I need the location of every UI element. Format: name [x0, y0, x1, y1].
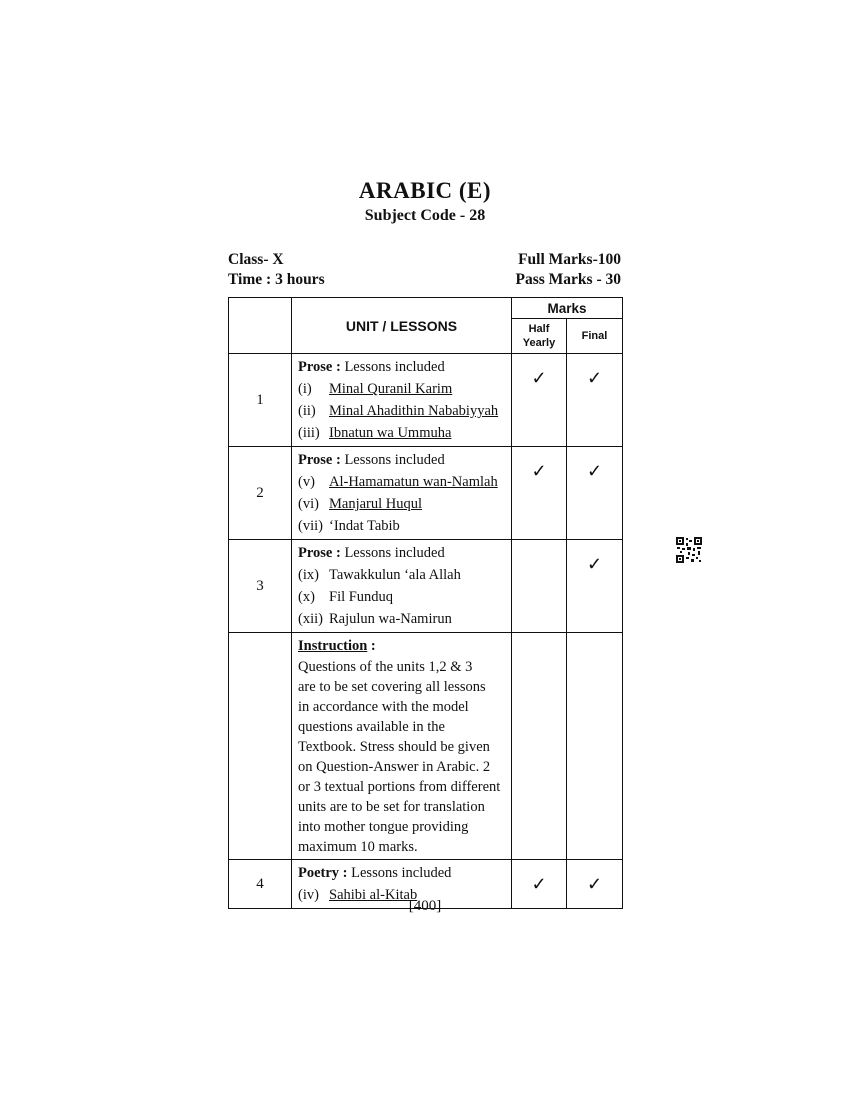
subject-code: Subject Code - 28 [364, 207, 486, 224]
instruction-final-cell [567, 633, 623, 860]
lesson-roman: (xii) [298, 611, 323, 627]
instruction-line: Textbook. Stress should be given [298, 739, 490, 755]
header-unit-lessons: UNIT / LESSONS [292, 298, 512, 354]
instruction-row [229, 633, 623, 860]
lesson-roman: (vi) [298, 496, 319, 512]
qr-code-icon [676, 537, 702, 563]
half-yearly-empty-cell [512, 540, 567, 633]
time-label: Time : 3 hours [228, 271, 325, 288]
lesson-item [298, 608, 511, 630]
lesson-roman: (ix) [298, 567, 319, 583]
instruction-line: or 3 textual portions from different [298, 779, 501, 795]
unit-heading-rest: Lessons included [340, 545, 445, 561]
lesson-roman: (x) [298, 589, 315, 605]
table-row [229, 447, 623, 540]
header-half-text: Half [528, 323, 550, 335]
instruction-line: into mother tongue providing [298, 819, 469, 835]
instruction-line: are to be set covering all lessons [298, 679, 486, 695]
lesson-item [298, 515, 511, 537]
half-yearly-check-icon: ✓ [512, 354, 567, 447]
class-label: Class- X [228, 251, 284, 268]
unit-heading-rest: Lessons included [347, 865, 452, 881]
lesson-roman: (vii) [298, 518, 323, 534]
lesson-roman: (iii) [298, 425, 320, 441]
unit-number: 2 [229, 447, 292, 540]
header-final: Final [567, 319, 623, 354]
half-yearly-check-icon: ✓ [512, 447, 567, 540]
unit-lessons [292, 354, 512, 447]
final-check-icon: ✓ [567, 860, 623, 909]
header-yearly-text: Yearly [522, 337, 556, 349]
unit-heading [298, 862, 511, 884]
lesson-item [298, 564, 511, 586]
lesson-name: Rajulun wa-Namirun [329, 611, 452, 627]
lesson-roman: (ii) [298, 403, 316, 419]
lesson-name: Minal Ahadithin Nababiyyah [329, 403, 499, 419]
lesson-roman: (v) [298, 474, 315, 490]
lesson-name: Tawakkulun ‘ala Allah [329, 567, 461, 583]
header-half-yearly [512, 319, 567, 354]
instruction-half-cell [512, 633, 567, 860]
instruction-line: Questions of the units 1,2 & 3 [298, 659, 473, 675]
lesson-roman: (i) [298, 381, 312, 397]
instruction-line: in accordance with the model [298, 699, 469, 715]
unit-heading-label: Poetry : [298, 865, 348, 881]
unit-number: 3 [229, 540, 292, 633]
unit-heading-rest: Lessons included [340, 452, 445, 468]
instruction-colon: : [367, 638, 376, 654]
half-yearly-check-icon: ✓ [512, 860, 567, 909]
full-marks-label: Full Marks-100 [518, 251, 621, 268]
lesson-item [298, 400, 511, 422]
unit-number: 4 [229, 860, 292, 909]
lesson-name: Manjarul Huqul [329, 496, 423, 512]
unit-heading [298, 542, 511, 564]
table-header-row [229, 298, 623, 319]
lesson-roman: (iv) [298, 887, 319, 903]
lesson-item [298, 422, 511, 444]
unit-heading [298, 356, 511, 378]
lesson-item [298, 586, 511, 608]
page-number: [400] [408, 898, 442, 914]
final-check-icon: ✓ [567, 447, 623, 540]
instruction-heading [298, 635, 511, 657]
lesson-item [298, 471, 511, 493]
subject-title: ARABIC (E) [358, 178, 492, 203]
instruction-label: Instruction [298, 638, 368, 654]
instruction-line: units are to be set for translation [298, 799, 485, 815]
lesson-name: Fil Funduq [329, 589, 394, 605]
instruction-cell [292, 633, 512, 860]
header-marks: Marks [512, 298, 623, 319]
lesson-name: Minal Quranil Karim [329, 381, 453, 397]
lesson-name: Sahibi al-Kitab [329, 887, 418, 903]
pass-marks-label: Pass Marks - 30 [515, 271, 621, 288]
unit-heading-label: Prose : [298, 359, 341, 375]
instruction-line: maximum 10 marks. [298, 839, 418, 855]
unit-lessons [292, 447, 512, 540]
lesson-name: ‘Indat Tabib [329, 518, 400, 534]
unit-number: 1 [229, 354, 292, 447]
instruction-num-cell [229, 633, 292, 860]
lesson-item [298, 378, 511, 400]
unit-heading-label: Prose : [298, 452, 341, 468]
table-row [229, 354, 623, 447]
header-num-cell [229, 298, 292, 354]
lesson-name: Al-Hamamatun wan-Namlah [329, 474, 498, 490]
instruction-line: on Question-Answer in Arabic. 2 [298, 759, 491, 775]
unit-heading-label: Prose : [298, 545, 341, 561]
instruction-line: questions available in the [298, 719, 445, 735]
table-row [229, 540, 623, 633]
syllabus-table [228, 297, 623, 909]
unit-heading-rest: Lessons included [340, 359, 445, 375]
lesson-name: Ibnatun wa Ummuha [329, 425, 452, 441]
lesson-item [298, 493, 511, 515]
unit-lessons [292, 540, 512, 633]
final-check-icon: ✓ [567, 540, 623, 633]
final-check-icon: ✓ [567, 354, 623, 447]
unit-heading [298, 449, 511, 471]
